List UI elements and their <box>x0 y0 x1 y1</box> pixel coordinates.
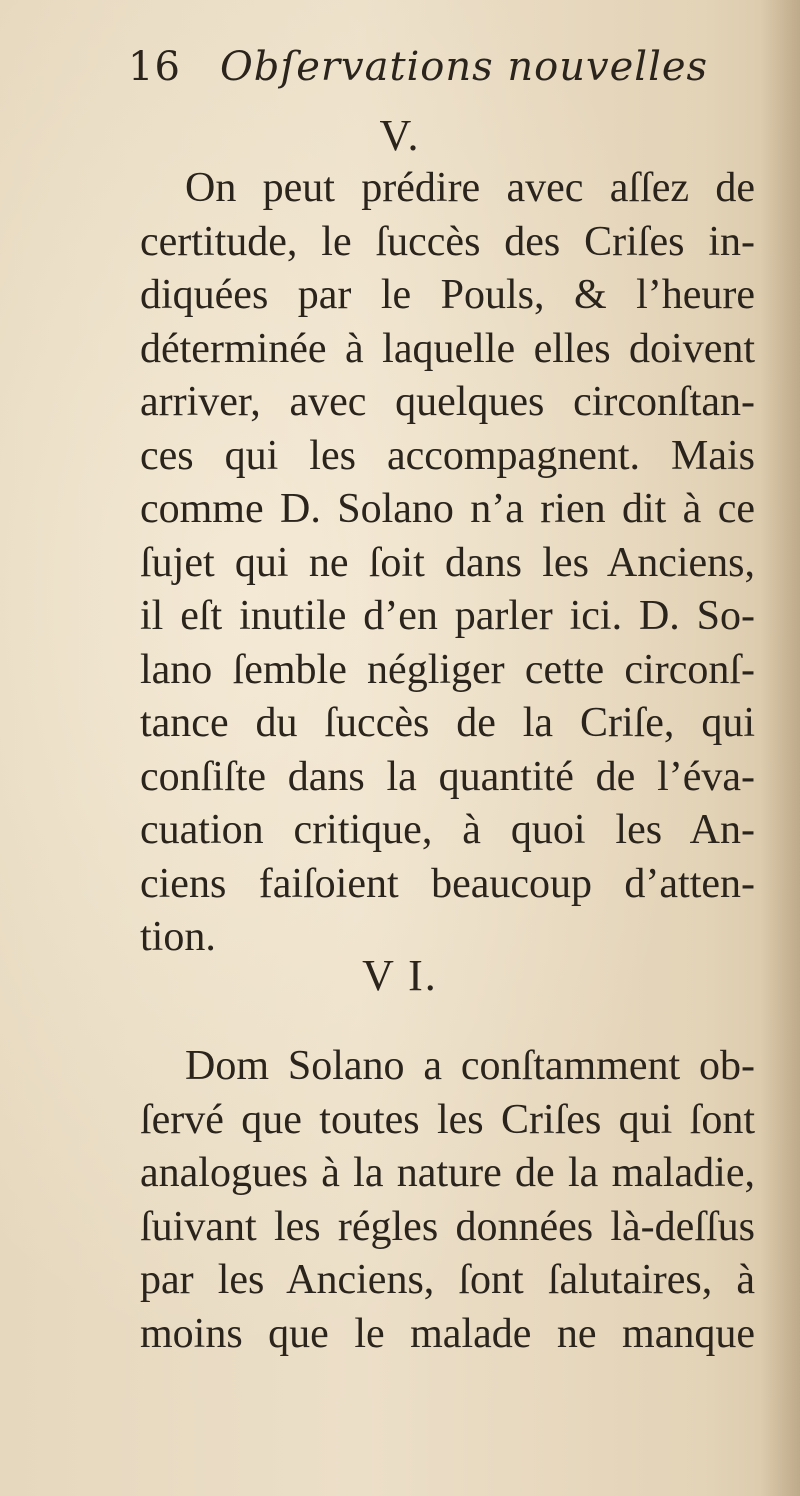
text-line: tance du ſuccès de la Criſe, qui <box>140 700 755 746</box>
text-line: arriver, avec quelques circonſtan- <box>140 379 755 425</box>
text-line: comme D. Solano n’a rien dit à ce <box>140 486 755 532</box>
section-heading-v: V. <box>379 111 421 160</box>
text-line: cuation critique, à quoi les An- <box>140 807 755 853</box>
text-line: tion. <box>140 914 216 960</box>
paragraph-v <box>140 162 755 965</box>
text-line: diquées par le Pouls, & l’heure <box>140 272 755 318</box>
text-line: Dom Solano a conſtamment ob- <box>185 1043 755 1089</box>
running-title: Obſervations nouvelles <box>220 44 709 90</box>
text-line: déterminée à laquelle elles doivent <box>140 325 755 372</box>
text-line: ſervé que toutes les Criſes qui ſont <box>140 1096 755 1143</box>
text-line: moins que le malade ne manque <box>140 1310 755 1357</box>
text-line: On peut prédire avec aſſez de <box>185 165 755 211</box>
text-line: par les Anciens, ſont ſalutaires, à <box>140 1257 755 1303</box>
running-head <box>128 44 708 90</box>
text-line: ſujet qui ne ſoit dans les Anciens, <box>140 539 755 586</box>
section-heading-vi: V I. <box>362 951 438 1000</box>
text-line: ces qui les accompagnent. Mais <box>140 432 755 479</box>
text-line: analogues à la nature de la maladie, <box>140 1150 755 1196</box>
text-line: lano ſemble négliger cette circonſ- <box>140 646 755 693</box>
text-line: certitude, le ſuccès des Criſes in- <box>140 218 755 265</box>
text-line: il eſt inutile d’en parler ici. D. So- <box>140 593 755 639</box>
text-line: ciens faiſoient beaucoup d’atten- <box>140 860 755 907</box>
paragraph-vi <box>140 1040 755 1361</box>
page-number: 16 <box>128 44 181 90</box>
text-line: conſiſte dans la quantité de l’éva- <box>140 753 755 800</box>
page-edge-shadow <box>760 0 800 1496</box>
text-line: ſuivant les régles données là-deſſus <box>140 1203 755 1250</box>
